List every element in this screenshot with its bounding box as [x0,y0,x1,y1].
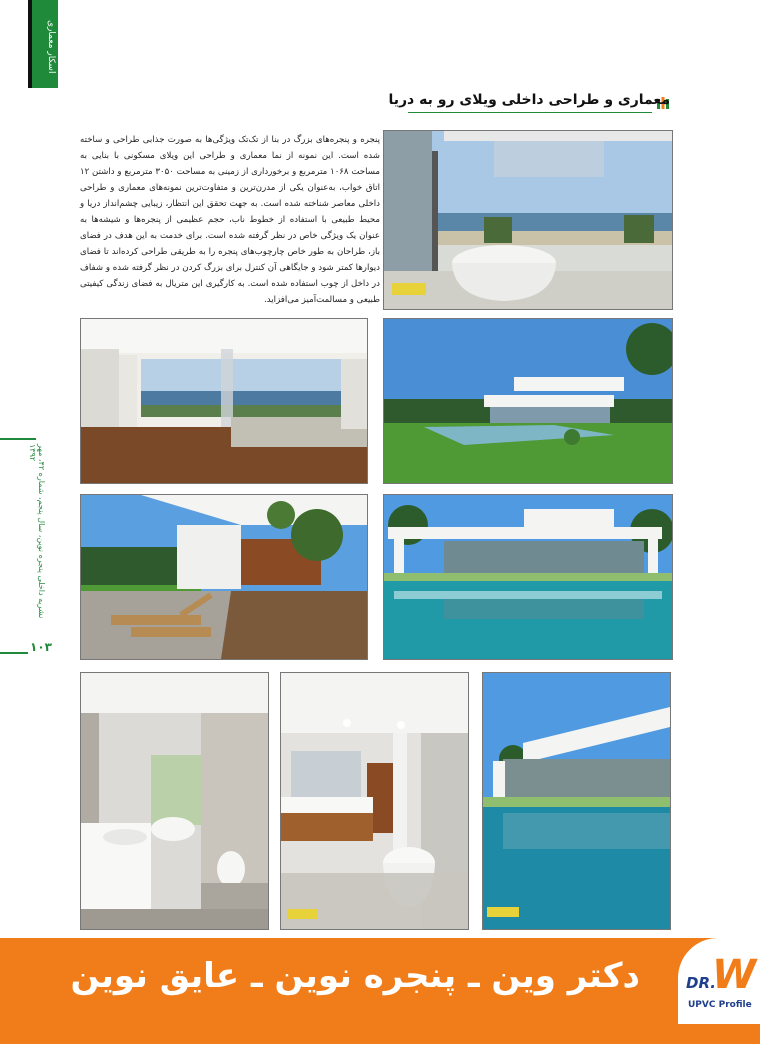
footer-slogan: دکتر وین ـ پنجره نوین ـ عایق نوین [70,956,640,996]
sidebar-rule [0,438,36,440]
logo-dr-text: DR. [686,974,716,992]
photo-villa-side-pool [482,672,671,930]
photo-villa-pool [383,494,673,660]
photo-villa-lawn [383,318,673,484]
photo-deck-loungers [80,494,368,660]
photo-bathroom-one [80,672,269,930]
photo-bathroom-two [280,672,469,930]
sidebar-running-text: نشریه داخلی پنجره نوین، سال پنجم، شماره ۴۲، مهر ۱۳۹۲ [28,444,46,619]
logo-subtitle: UPVC Profile [688,1000,752,1010]
title-underline [408,112,652,113]
page-number: ۱۰۳ [30,640,52,654]
photo-interior-sea-view [80,318,368,484]
photo-terrace-bathtub [383,130,673,310]
section-tab [28,0,58,88]
sidebar-rule-bottom [0,652,28,654]
logo-w-text: W [712,952,757,998]
section-tab-label: اسکار معماری [46,20,56,74]
article-body: پنجره و پنجره‌های بزرگ در بنا از تک‌تک ویژگی‌ها به صورت جذابی طراحی و ساخته شده است. این نمونه از نما معماری و طراحی این ویلای مسکونی با بنایی به مساحت ۱۰۶۸ مترمربع و برخورداری از زمینی به مساحت ۳۰۵۰ مترمربع و داشتن ۱۲ اتاق خواب، به‌عنوان یکی از مدرن‌ترین و متفاوت‌ترین نمونه‌های معماری و طراحی داخلی معاصر شناخته شده است. به جهت تحقق این انتظار، زیبایی چشم‌انداز دریا و محیط طبیعی با استفاده از خطوط ناب، حجم عظیمی از پنجره‌ها و شیشه‌ها به عنوان یک ویژگی خاص در نظر گرفته شده است. برای خدمت به این هدف در فضای باز، طراحان به طور خاص چارچوب‌های پنجره را به طریقی طراحی کرده‌اند تا فضای دیوارها کمتر شود و جایگاهی آن کنترل برای بزرگ کردن در نظر گرفته شده و شفاف در داخل از چوب استفاده شده است. به کارگیری این متریال به فضای زندگی کیفیتی طبیعی و مسالمت‌آمیز می‌افزاید. [80,135,380,305]
article-title: معماری و طراحی داخلی ویلای رو به دریا [388,92,670,108]
